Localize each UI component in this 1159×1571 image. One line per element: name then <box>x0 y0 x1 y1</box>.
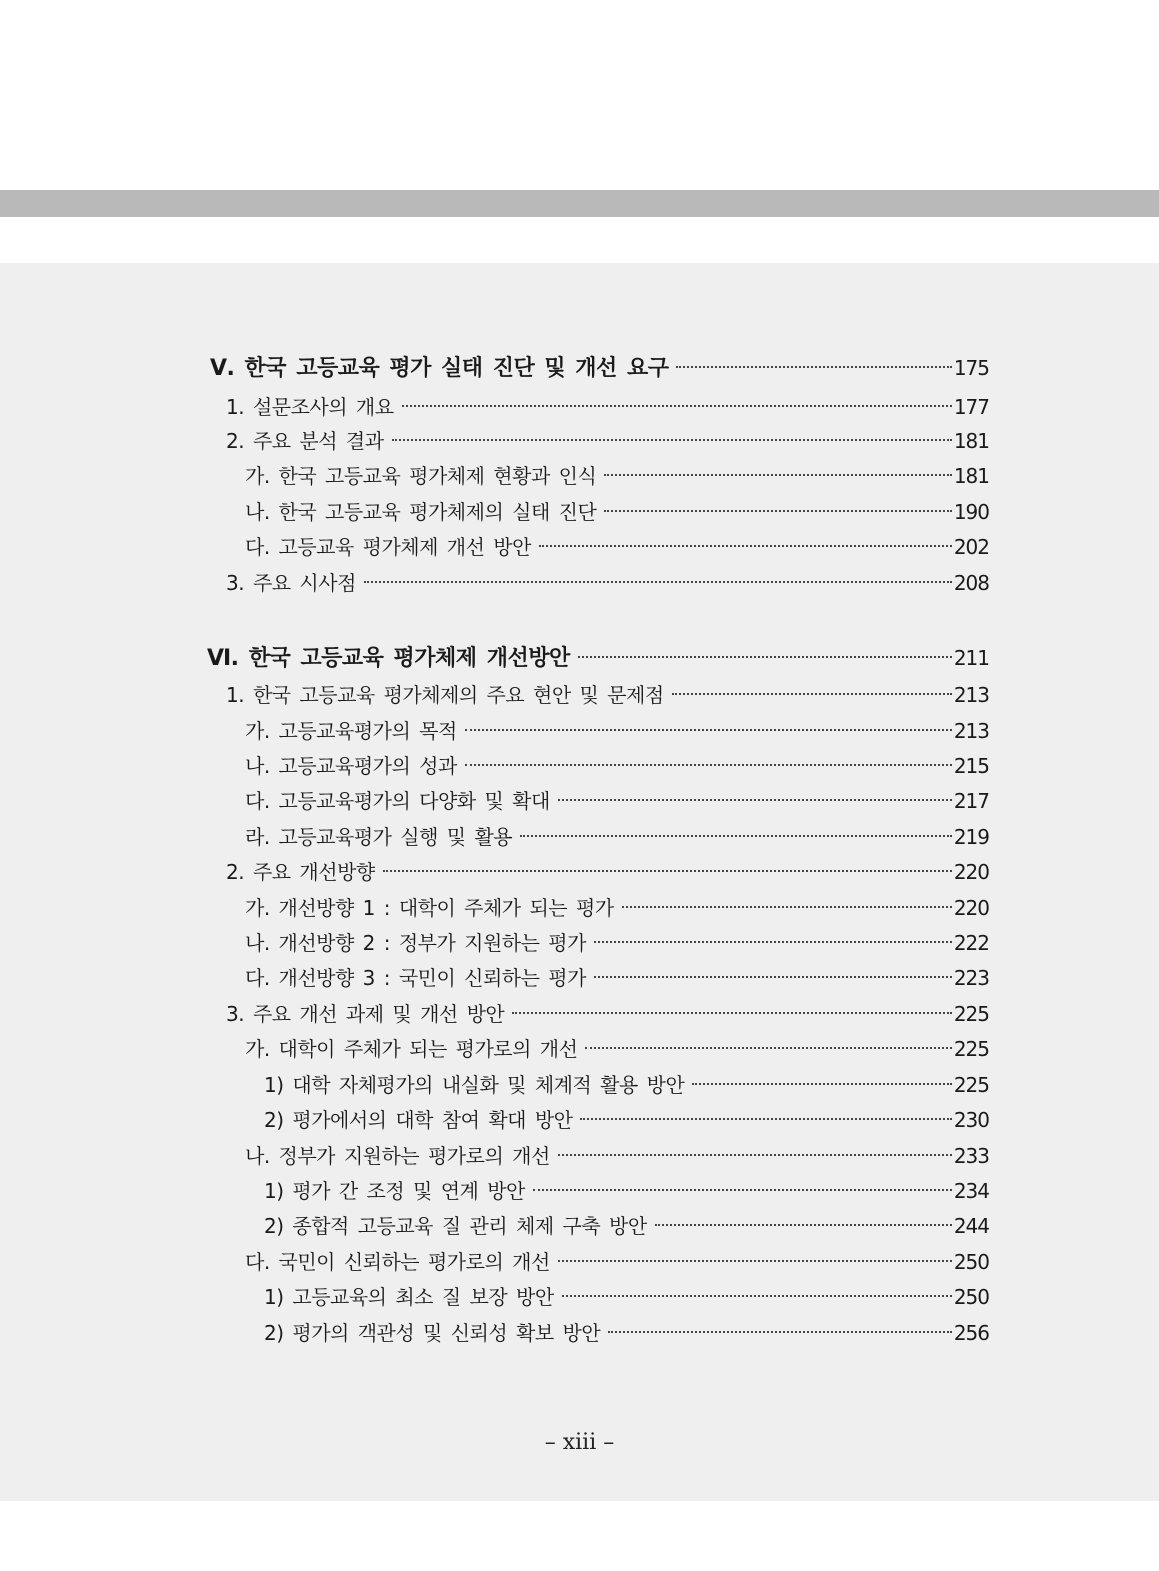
dot-leader <box>594 976 952 978</box>
toc-item[interactable] <box>264 1173 989 1209</box>
toc-section[interactable] <box>226 423 989 459</box>
toc-list <box>0 263 1159 1501</box>
toc-subsection[interactable] <box>245 1031 989 1067</box>
toc-entry-page: 225 <box>953 1037 989 1061</box>
toc-entry-label: 1) 평가 간 조정 및 연계 방안 <box>264 1179 525 1203</box>
header-band <box>0 190 1159 217</box>
toc-entry-page: 181 <box>953 464 989 488</box>
dot-leader <box>465 764 952 766</box>
toc-entry-page: 220 <box>953 860 989 884</box>
toc-subsection[interactable] <box>245 529 989 565</box>
dot-leader <box>402 405 952 407</box>
toc-entry-label: Ⅴ. 한국 고등교육 평가 실태 진단 및 개선 요구 <box>210 356 669 381</box>
toc-section[interactable] <box>226 389 989 425</box>
toc-subsection[interactable] <box>245 748 989 784</box>
dot-leader <box>465 729 952 731</box>
toc-subsection[interactable] <box>245 925 989 961</box>
toc-subsection[interactable] <box>245 458 989 494</box>
dot-leader <box>676 366 951 368</box>
dot-leader <box>672 693 952 695</box>
dot-leader <box>608 1331 952 1333</box>
page-number: – xiii – <box>544 1430 615 1455</box>
toc-item[interactable] <box>264 1208 989 1244</box>
toc-entry-label: 나. 정부가 지원하는 평가로의 개선 <box>245 1144 550 1168</box>
toc-entry-page: 220 <box>953 896 989 920</box>
toc-entry-label: 라. 고등교육평가 실행 및 활용 <box>245 825 513 849</box>
dot-leader <box>580 1118 951 1120</box>
dot-leader <box>578 656 952 658</box>
toc-entry-label: 가. 대학이 주체가 되는 평가로의 개선 <box>245 1037 578 1061</box>
table-of-contents-panel <box>0 263 1159 1501</box>
toc-entry-label: 1) 고등교육의 최소 질 보장 방안 <box>264 1285 554 1309</box>
toc-entry-label: 나. 개선방향 2 : 정부가 지원하는 평가 <box>245 931 586 955</box>
toc-entry-label: 1. 설문조사의 개요 <box>226 395 394 419</box>
toc-item[interactable] <box>264 1279 989 1315</box>
toc-entry-page: 250 <box>953 1285 989 1309</box>
dot-leader <box>604 474 952 476</box>
toc-section[interactable] <box>226 677 989 713</box>
toc-entry-page: 256 <box>953 1321 989 1345</box>
toc-entry-label: 1. 한국 고등교육 평가체제의 주요 현안 및 문제점 <box>226 683 664 707</box>
toc-entry-label: 2. 주요 분석 결과 <box>226 429 384 453</box>
toc-entry-page: 250 <box>953 1250 989 1274</box>
toc-subsection[interactable] <box>245 494 989 530</box>
toc-chapter-5[interactable] <box>210 350 989 386</box>
toc-entry-label: 2) 종합적 고등교육 질 관리 체제 구축 방안 <box>264 1214 647 1238</box>
toc-entry-page: 225 <box>953 1002 989 1026</box>
toc-entry-label: 1) 대학 자체평가의 내실화 및 체계적 활용 방안 <box>264 1073 685 1097</box>
dot-leader <box>383 870 952 872</box>
toc-entry-label: 다. 고등교육 평가체제 개선 방안 <box>245 535 531 559</box>
toc-entry-label: 가. 개선방향 1 : 대학이 주체가 되는 평가 <box>245 896 614 920</box>
toc-entry-page: 208 <box>953 571 989 595</box>
toc-entry-page: 177 <box>953 395 989 419</box>
toc-entry-page: 213 <box>953 719 989 743</box>
dot-leader <box>622 906 952 908</box>
toc-entry-page: 215 <box>953 754 989 778</box>
dot-leader <box>692 1083 952 1085</box>
toc-subsection[interactable] <box>245 1244 989 1280</box>
dot-leader <box>520 835 952 837</box>
toc-entry-label: 2) 평가의 객관성 및 신뢰성 확보 방안 <box>264 1321 601 1345</box>
toc-subsection[interactable] <box>245 783 989 819</box>
dot-leader <box>604 510 952 512</box>
toc-entry-page: 181 <box>953 429 989 453</box>
dot-leader <box>655 1224 952 1226</box>
toc-entry-page: 217 <box>953 789 989 813</box>
dot-leader <box>364 581 952 583</box>
toc-entry-page: 230 <box>953 1108 989 1132</box>
toc-section[interactable] <box>226 565 989 601</box>
toc-item[interactable] <box>264 1102 989 1138</box>
toc-entry-page: 234 <box>953 1179 989 1203</box>
toc-entry-label: 2) 평가에서의 대학 참여 확대 방안 <box>264 1108 573 1132</box>
toc-item[interactable] <box>264 1067 989 1103</box>
toc-subsection[interactable] <box>245 713 989 749</box>
toc-entry-page: 233 <box>953 1144 989 1168</box>
toc-section[interactable] <box>226 996 989 1032</box>
toc-subsection[interactable] <box>245 1138 989 1174</box>
toc-entry-label: 다. 고등교육평가의 다양화 및 확대 <box>245 789 550 813</box>
toc-entry-page: 222 <box>953 931 989 955</box>
toc-entry-page: 223 <box>953 966 989 990</box>
toc-entry-label: 3. 주요 개선 과제 및 개선 방안 <box>226 1002 505 1026</box>
toc-entry-page: 202 <box>953 535 989 559</box>
toc-section[interactable] <box>226 854 989 890</box>
toc-entry-label: 3. 주요 시사점 <box>226 571 356 595</box>
toc-subsection[interactable] <box>245 819 989 855</box>
toc-entry-label: 2. 주요 개선방향 <box>226 860 375 884</box>
dot-leader <box>392 439 952 441</box>
toc-entry-page: 190 <box>953 500 989 524</box>
dot-leader <box>512 1012 952 1014</box>
dot-leader <box>594 941 952 943</box>
toc-item[interactable] <box>264 1315 989 1351</box>
toc-subsection[interactable] <box>245 960 989 996</box>
dot-leader <box>585 1047 951 1049</box>
toc-entry-label: 가. 한국 고등교육 평가체제 현황과 인식 <box>245 464 597 488</box>
dot-leader <box>533 1189 952 1191</box>
dot-leader <box>562 1295 952 1297</box>
dot-leader <box>539 545 952 547</box>
toc-entry-page: 211 <box>953 646 989 670</box>
toc-entry-label: 나. 한국 고등교육 평가체제의 실태 진단 <box>245 500 597 524</box>
toc-entry-page: 244 <box>953 1214 989 1238</box>
toc-entry-label: Ⅵ. 한국 고등교육 평가체제 개선방안 <box>207 646 570 671</box>
toc-entry-page: 219 <box>953 825 989 849</box>
toc-chapter-6[interactable] <box>207 640 989 676</box>
toc-entry-label: 다. 개선방향 3 : 국민이 신뢰하는 평가 <box>245 966 586 990</box>
toc-entry-label: 가. 고등교육평가의 목적 <box>245 719 457 743</box>
toc-entry-page: 213 <box>953 683 989 707</box>
toc-entry-label: 나. 고등교육평가의 성과 <box>245 754 457 778</box>
dot-leader <box>558 799 952 801</box>
toc-entry-page: 175 <box>953 356 989 380</box>
toc-subsection[interactable] <box>245 890 989 926</box>
dot-leader <box>558 1260 952 1262</box>
toc-entry-page: 225 <box>953 1073 989 1097</box>
toc-entry-label: 다. 국민이 신뢰하는 평가로의 개선 <box>245 1250 550 1274</box>
dot-leader <box>558 1154 952 1156</box>
